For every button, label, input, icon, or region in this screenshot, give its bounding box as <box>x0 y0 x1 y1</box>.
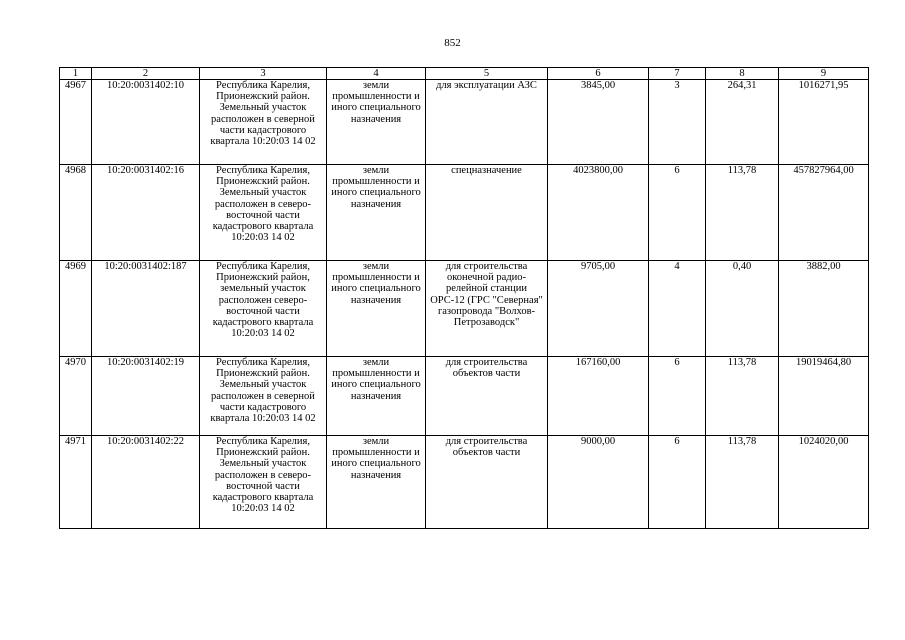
land-category: земли промышленности и иного специального назначения <box>327 165 426 261</box>
row-number: 4968 <box>60 165 92 261</box>
cadastral-number: 10:20:0031402:19 <box>92 357 200 436</box>
area-value: 9705,00 <box>548 261 649 357</box>
row-number: 4970 <box>60 357 92 436</box>
area-value: 167160,00 <box>548 357 649 436</box>
land-category: земли промышленности и иного специального назначения <box>327 436 426 529</box>
cadastral-number: 10:20:0031402:187 <box>92 261 200 357</box>
table-row <box>60 436 869 529</box>
table-row <box>60 261 869 357</box>
land-register-table <box>59 67 869 529</box>
column-header: 3 <box>200 68 327 80</box>
column-header: 2 <box>92 68 200 80</box>
column-header: 6 <box>548 68 649 80</box>
specific-value: 264,31 <box>706 80 779 165</box>
row-number: 4967 <box>60 80 92 165</box>
column-header: 1 <box>60 68 92 80</box>
row-number: 4969 <box>60 261 92 357</box>
location-description: Республика Карелия, Прионежский район. Земельный участок расположен в северо-восточной части кадастрового квартала 10:20:03 14 02 <box>200 165 327 261</box>
permitted-use: для строительства объектов части <box>426 357 548 436</box>
area-value: 9000,00 <box>548 436 649 529</box>
location-description: Республика Карелия, Прионежский район. Земельный участок расположен в северной части кадастрового квартала 10:20:03 14 02 <box>200 80 327 165</box>
group-number: 6 <box>649 436 706 529</box>
permitted-use: спецназначение <box>426 165 548 261</box>
cadastral-number: 10:20:0031402:22 <box>92 436 200 529</box>
row-number: 4971 <box>60 436 92 529</box>
cadastral-value: 1024020,00 <box>779 436 869 529</box>
specific-value: 113,78 <box>706 357 779 436</box>
specific-value: 113,78 <box>706 436 779 529</box>
cadastral-number: 10:20:0031402:16 <box>92 165 200 261</box>
column-header: 5 <box>426 68 548 80</box>
column-header: 4 <box>327 68 426 80</box>
page-number: 852 <box>444 37 461 49</box>
cadastral-value: 1016271,95 <box>779 80 869 165</box>
group-number: 6 <box>649 357 706 436</box>
location-description: Республика Карелия, Прионежский район, земельный участок расположен северо-восточной части кадастрового квартала 10:20:03 14 02 <box>200 261 327 357</box>
specific-value: 0,40 <box>706 261 779 357</box>
area-value: 3845,00 <box>548 80 649 165</box>
area-value: 4023800,00 <box>548 165 649 261</box>
column-header: 7 <box>649 68 706 80</box>
permitted-use: для строительства объектов части <box>426 436 548 529</box>
specific-value: 113,78 <box>706 165 779 261</box>
permitted-use: для эксплуатации АЗС <box>426 80 548 165</box>
header-row <box>60 68 869 80</box>
table-row <box>60 357 869 436</box>
land-category: земли промышленности и иного специального назначения <box>327 261 426 357</box>
column-header: 9 <box>779 68 869 80</box>
column-header: 8 <box>706 68 779 80</box>
cadastral-number: 10:20:0031402:10 <box>92 80 200 165</box>
cadastral-value: 19019464,80 <box>779 357 869 436</box>
table-row <box>60 165 869 261</box>
group-number: 4 <box>649 261 706 357</box>
cadastral-value: 457827964,00 <box>779 165 869 261</box>
table-row <box>60 80 869 165</box>
permitted-use: для строительства оконечной радио-релейной станции ОРС-12 (ГРС "Северная" газопровода "Волхов-Петрозаводск" <box>426 261 548 357</box>
group-number: 6 <box>649 165 706 261</box>
location-description: Республика Карелия, Прионежский район. Земельный участок расположен в северной части кадастрового квартала 10:20:03 14 02 <box>200 357 327 436</box>
land-category: земли промышленности и иного специального назначения <box>327 357 426 436</box>
land-category: земли промышленности и иного специального назначения <box>327 80 426 165</box>
cadastral-value: 3882,00 <box>779 261 869 357</box>
location-description: Республика Карелия, Прионежский район. Земельный участок расположен в северо-восточной части кадастрового квартала 10:20:03 14 02 <box>200 436 327 529</box>
group-number: 3 <box>649 80 706 165</box>
